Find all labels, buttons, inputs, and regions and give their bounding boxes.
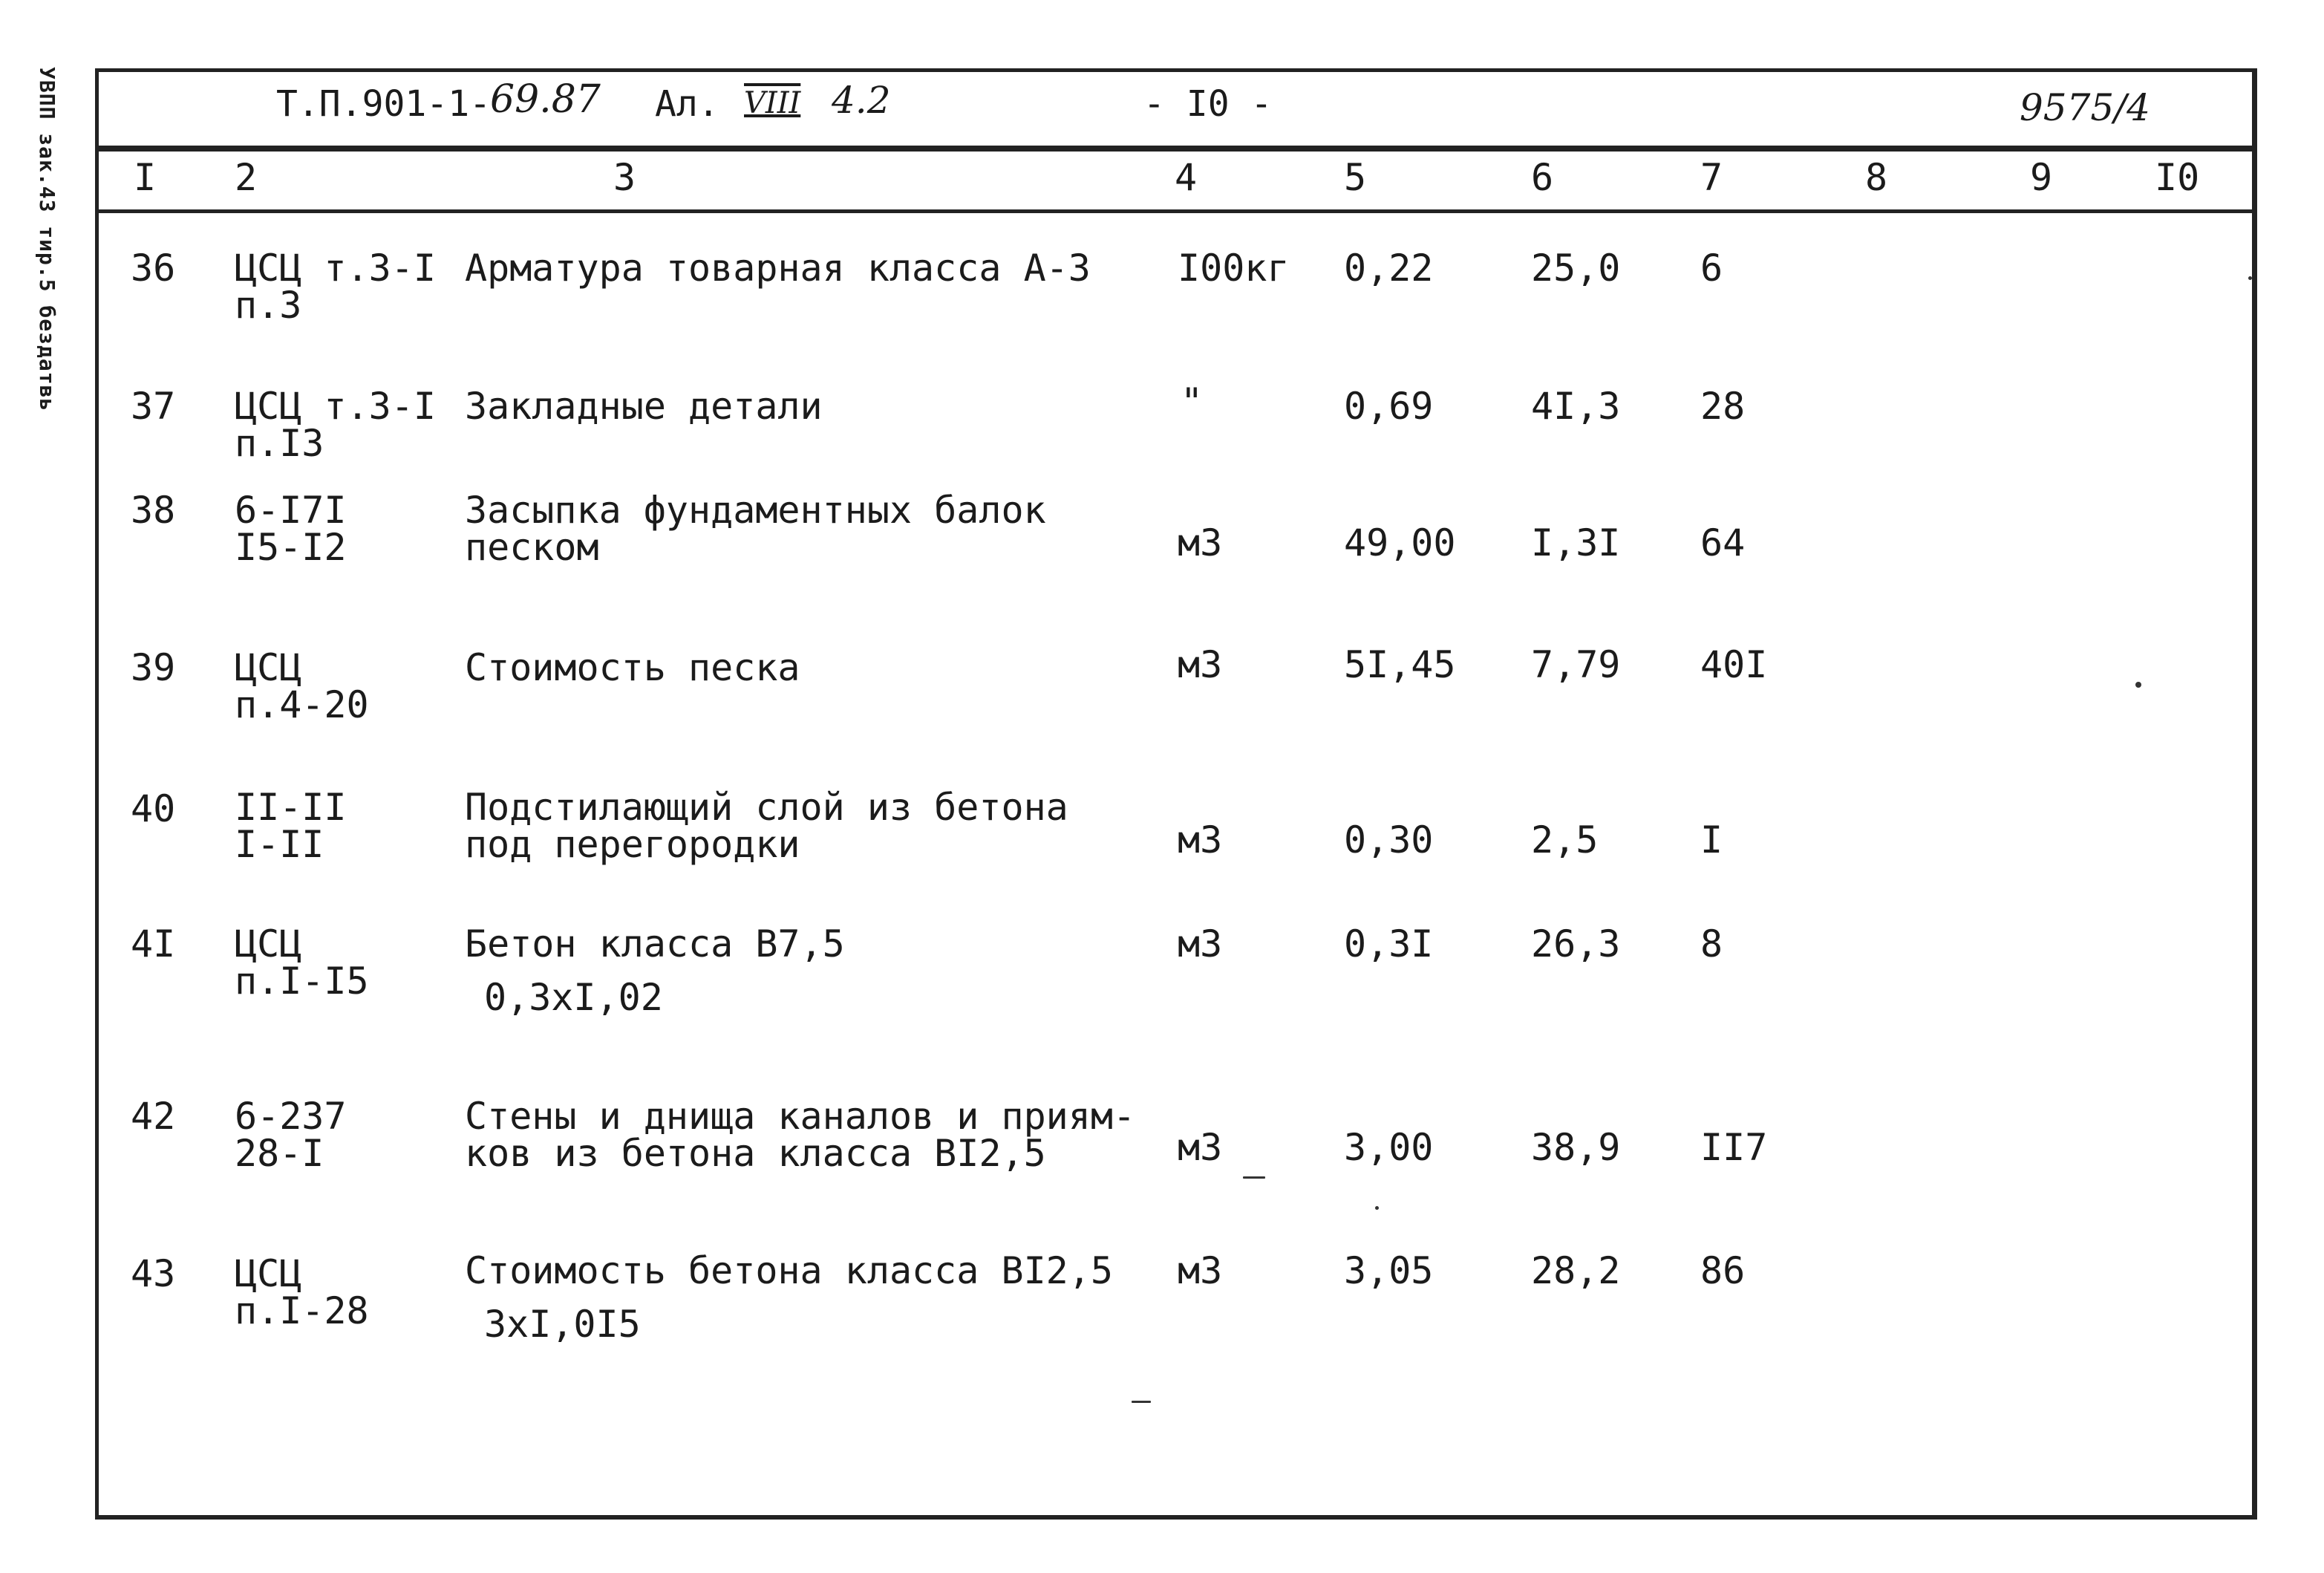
album-number: VIII — [744, 86, 801, 120]
column-header-4: 4 — [1175, 156, 1198, 199]
row-36-number: 36 — [131, 247, 176, 290]
sheet-code: 9575/4 — [2020, 86, 2150, 129]
row-39-description: Стоимость песка — [465, 646, 800, 689]
row-43-unit: м3 — [1178, 1249, 1223, 1292]
row-43-price: 28,2 — [1531, 1249, 1621, 1292]
side-stamp — [33, 67, 62, 483]
column-header-1: I — [134, 156, 157, 199]
row-38-description: Засыпка фундаментных балок песком — [465, 489, 1046, 569]
row-39-total: 40I — [1700, 643, 1768, 686]
row-42-unit: м3 — [1178, 1126, 1223, 1169]
row-42-number: 42 — [131, 1095, 176, 1138]
scan-speck — [2248, 276, 2252, 280]
column-header-8: 8 — [1865, 156, 1888, 199]
row-41-unit: м3 — [1178, 922, 1223, 965]
row-38-price: I,3I — [1531, 521, 1621, 564]
row-39-price: 7,79 — [1531, 643, 1621, 686]
row-40-description: Подстилающий слой из бетона под перегородки — [465, 786, 1068, 866]
row-36-total: 6 — [1700, 247, 1723, 290]
row-37-unit: " — [1181, 380, 1204, 423]
scan-speck — [2135, 682, 2141, 688]
row-40-unit: м3 — [1178, 818, 1223, 862]
row-41-description: Бетон класса В7,5 — [465, 922, 845, 965]
column-header-6: 6 — [1531, 156, 1554, 199]
row-42-code: 6-237 28-I — [235, 1095, 347, 1175]
row-37-code: ЦСЦ т.3-I п.I3 — [235, 385, 436, 465]
row-43-total: 86 — [1700, 1249, 1746, 1292]
row-39-code: ЦСЦ п.4-20 — [235, 646, 369, 726]
row-41-price: 26,3 — [1531, 922, 1621, 965]
row-38-total: 64 — [1700, 521, 1746, 564]
row-38-code: 6-I7I I5-I2 — [235, 489, 347, 569]
row-40-number: 40 — [131, 787, 176, 830]
row-43-code: ЦСЦ п.I-28 — [235, 1252, 369, 1332]
row-38-unit: м3 — [1178, 521, 1223, 564]
row-37-number: 37 — [131, 385, 176, 428]
row-38-number: 38 — [131, 489, 176, 532]
row-36-code: ЦСЦ т.3-I п.3 — [235, 247, 436, 327]
row-37-quantity: 0,69 — [1344, 385, 1434, 428]
row-42-price: 38,9 — [1531, 1126, 1621, 1169]
row-41-calculation: 0,3хI,02 — [484, 976, 663, 1019]
row-40-price: 2,5 — [1531, 818, 1599, 862]
side-stamp-text: УВПП зак.43 тир.5 бездатвь — [35, 67, 59, 412]
column-header-7: 7 — [1700, 156, 1723, 199]
scan-speck — [1132, 1401, 1151, 1403]
column-header-5: 5 — [1344, 156, 1367, 199]
row-41-total: 8 — [1700, 922, 1723, 965]
page-number: - I0 - — [1143, 83, 1273, 125]
row-43-number: 43 — [131, 1252, 176, 1295]
row-38-quantity: 49,00 — [1344, 521, 1456, 564]
row-39-unit: м3 — [1178, 643, 1223, 686]
row-41-number: 4I — [131, 922, 176, 965]
row-40-quantity: 0,30 — [1344, 818, 1434, 862]
row-37-total: 28 — [1700, 385, 1746, 428]
header-rule — [95, 146, 2257, 152]
doc-number: 69.87 — [490, 77, 601, 122]
row-39-quantity: 5I,45 — [1344, 643, 1456, 686]
column-header-9: 9 — [2030, 156, 2053, 199]
row-43-quantity: 3,05 — [1344, 1249, 1434, 1292]
row-42-quantity: 3,00 — [1344, 1126, 1434, 1169]
row-43-calculation: 3хI,0I5 — [484, 1303, 641, 1346]
row-41-quantity: 0,3I — [1344, 922, 1434, 965]
row-36-description: Арматура товарная класса А-3 — [465, 247, 1091, 290]
column-header-3: 3 — [613, 156, 636, 199]
row-36-quantity: 0,22 — [1344, 247, 1434, 290]
album-label: Ал. — [655, 83, 719, 125]
column-header-2: 2 — [235, 156, 258, 199]
scan-speck — [1375, 1206, 1379, 1210]
column-header-10: I0 — [2155, 156, 2200, 199]
row-43-description: Стоимость бетона класса ВI2,5 — [465, 1249, 1113, 1292]
column-header-rule — [95, 209, 2257, 213]
row-37-price: 4I,3 — [1531, 385, 1621, 428]
scan-speck — [1243, 1176, 1265, 1179]
row-41-code: ЦСЦ п.I-I5 — [235, 922, 369, 1003]
row-37-description: Закладные детали — [465, 385, 823, 428]
doc-prefix: Т.П.901-1- — [276, 83, 491, 125]
part-number: 4.2 — [832, 79, 891, 122]
row-42-total: II7 — [1700, 1126, 1768, 1169]
row-36-price: 25,0 — [1531, 247, 1621, 290]
row-36-unit: I00кг — [1178, 247, 1290, 290]
row-39-number: 39 — [131, 646, 176, 689]
row-42-description: Стены и днища каналов и приям- ков из бетона класса ВI2,5 — [465, 1095, 1136, 1175]
row-40-total: I — [1700, 818, 1723, 862]
row-40-code: II-II I-II — [235, 786, 347, 866]
